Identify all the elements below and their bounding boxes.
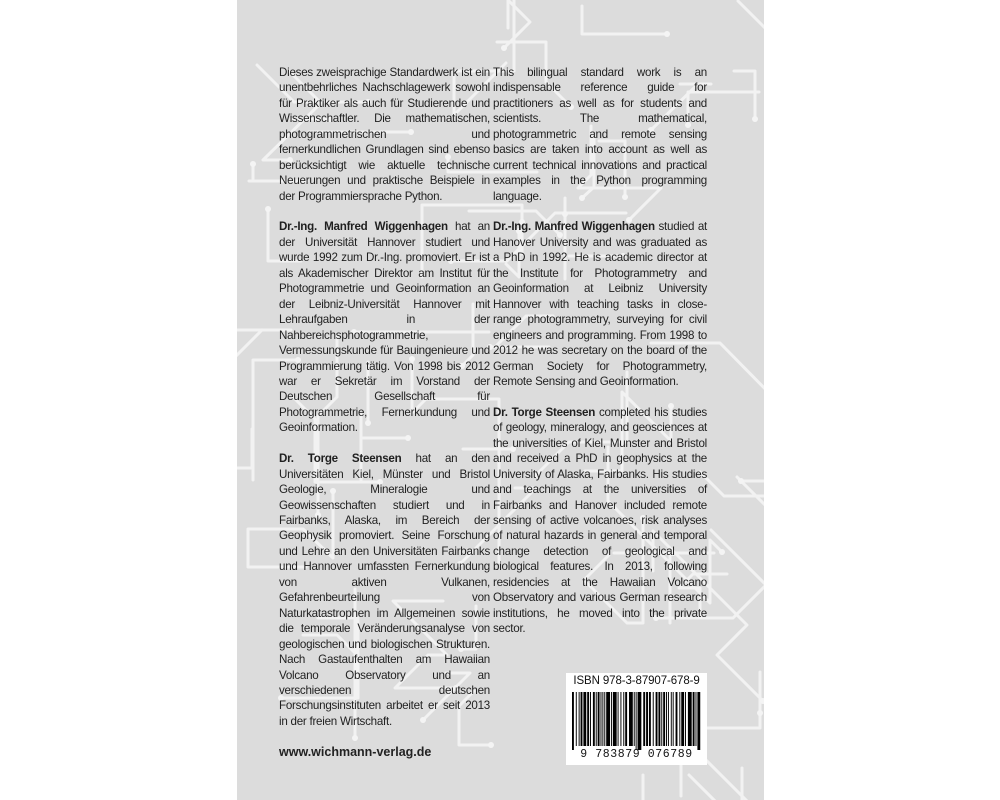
english-author2-name: Dr. Torge Steensen (493, 405, 596, 419)
barcode-bar (593, 692, 595, 746)
barcode-bar (623, 692, 624, 746)
barcode-bar (696, 692, 697, 746)
circuit-trace (700, 472, 764, 546)
circuit-node (501, 45, 507, 51)
barcode-bar (679, 692, 680, 746)
english-author2-paragraph (493, 405, 707, 637)
barcode-bar (613, 692, 617, 746)
circuit-node (752, 116, 758, 122)
barcode-bar (601, 692, 602, 746)
circuit-node (757, 710, 763, 716)
circuit-trace (737, 477, 764, 537)
barcode-bar (653, 692, 654, 746)
barcode-bar (596, 692, 597, 746)
circuit-trace (734, 71, 755, 119)
barcode-bar (581, 692, 583, 746)
barcode-bar (636, 692, 637, 750)
barcode-bar (661, 692, 662, 746)
barcode-bar (685, 692, 686, 746)
barcode-bar (688, 692, 692, 746)
barcode-bar (629, 692, 633, 746)
circuit-node (250, 161, 256, 167)
circuit-trace (546, 775, 643, 800)
barcode-bar (638, 692, 642, 750)
barcode-bar (618, 692, 619, 746)
german-intro-paragraph: Dieses zweisprachige Standardwerk ist ein unentbehrliches Nachschlagewerk sowohl für Praktiker als auch für Studierende und Wissenschaftler. Die mathematischen, photogrammetrischen und fernerkundlichen Grundlagen sind ebenso berücksichtigt wie aktuelle technische Neuerungen und praktische Beispiele in der Programmiersprache Python. (279, 66, 490, 203)
barcode-bar (602, 692, 603, 746)
barcode-bar (579, 692, 580, 746)
german-author1-bio: hat an der Universität Hannover studiert und wurde 1992 zum Dr.-Ing. promoviert. Er ist als Akademischer Direktor am Institut für Photogrammetrie und Geoinformation an der Leibniz-Universität Hannover mit Lehraufgaben in der Nahbereichsphotogrammetrie, Vermessungskunde für Bauingenieure und Programmierung tätig. Von 1998 bis 2012 war er Sekretär im Vorstand der Deutschen Gesellschaft für Photogrammetrie, Fernerkundung und Geoinformation. (279, 220, 490, 435)
circuit-node (664, 31, 670, 37)
barcode-bar (673, 692, 674, 746)
english-author1-bio: studied at Hanover University and was graduated as a PhD in 1992. He is academic director at the Institute for Photogrammetry and Geoinformation at Leibniz University Hannover with teaching tasks in close-range photogrammetry, surveying for civil engineers and programming. From 1998 to 2012 he was secretary on the board of the German Society for Photogrammetry, Remote Sensing and Geoinformation. (493, 220, 707, 388)
german-author2-name: Dr. Torge Steensen (279, 452, 402, 466)
barcode-bar (697, 692, 700, 750)
barcode-bar (646, 692, 648, 746)
barcode-bar (666, 692, 667, 746)
barcode-bar (583, 692, 586, 746)
barcode-bar (611, 692, 612, 746)
barcode-bar (643, 692, 645, 746)
barcode-bar (620, 692, 621, 746)
isbn-label: ISBN 978-3-87907-678-9 (573, 675, 700, 687)
isbn-barcode-box (566, 673, 707, 765)
barcode-bar (576, 692, 577, 746)
circuit-node (738, 478, 744, 484)
barcode-bar (693, 692, 695, 746)
barcode-bar (656, 692, 658, 746)
book-back-cover (237, 0, 764, 800)
circuit-trace (704, 758, 764, 800)
barcode-bar (587, 692, 589, 746)
german-author1-name: Dr.-Ing. Manfred Wiggenhagen (279, 220, 448, 234)
barcode-bar (671, 692, 672, 746)
circuit-trace (237, 429, 252, 468)
barcode-bar (681, 692, 684, 746)
english-intro-paragraph: This bilingual standard work is an indispensable reference guide for practitioners as well as for students and scientists. The mathematical, photogrammetric and remote sensing basics are taken into account as well as current technical innovations and practical examples in the Python programming language. (493, 66, 707, 203)
german-text-column (279, 65, 490, 745)
barcode-bar (604, 692, 605, 746)
english-author1-name: Dr.-Ing. Manfred Wiggenhagen (493, 220, 655, 234)
barcode-bar (658, 692, 660, 746)
english-author1-paragraph (493, 219, 707, 389)
circuit-node (719, 549, 725, 555)
barcode-bar (606, 692, 610, 746)
barcode-bar (676, 692, 678, 746)
english-author2-bio: completed his studies of geology, mineralogy, and geosciences at the universities of Kiel, Munster and Bristol and received a PhD in geophysics at the University of Alaska, Fairbanks. His studies and teachings at the universities of Fairbanks and Hanover included remote sensing of active volcanoes, risk analyses of natural hazards in general and temporal change detection of geological and biological features. In 2013, following residencies at the Hawaiian Volcano Observatory and various German research institutions, he moved into the private sector. (493, 405, 707, 636)
barcode-bar (590, 692, 591, 746)
barcode-bar (598, 692, 600, 746)
circuit-trace (738, 1, 764, 86)
german-author2-bio: hat an den Universitäten Kiel, Münster und Bristol Geologie, Mineralogie und Geowissenschaften studiert und in Fairbanks, Alaska, im Bereich der Geophysik promoviert. Seine Forschung und Lehre an den Universitäten Fairbanks und Hannover umfassten Fernerkundung von aktiven Vulkanen, Gefahrenbeurteilung von Naturkatastrophen im Allgemeinen sowie die temporale Veränderungsanalyse von geologischen und biologischen Strukturen. Nach Gastaufenthalten am Hawaiian Volcano Observatory und an verschiedenen deutschen Forschungsinstituten arbeitet er seit 2013 in der freien Wirtschaft. (279, 452, 490, 728)
barcode-bar (668, 692, 669, 746)
circuit-node (265, 206, 271, 212)
barcode-number: 9 783879 076789 (580, 748, 693, 761)
publisher-url: www.wichmann-verlag.de (279, 745, 432, 759)
english-text-column (493, 65, 707, 652)
german-author2-paragraph (279, 451, 490, 729)
circuit-trace (689, 768, 764, 800)
barcode-bar (663, 692, 665, 746)
circuit-trace (237, 330, 262, 372)
german-author1-paragraph (279, 219, 490, 435)
barcode-bar (572, 692, 574, 750)
barcode-bar (649, 692, 651, 746)
barcode-graphic (572, 692, 702, 750)
barcode-bar (625, 692, 627, 746)
barcode-bar (634, 692, 635, 746)
circuit-trace (582, 6, 667, 34)
